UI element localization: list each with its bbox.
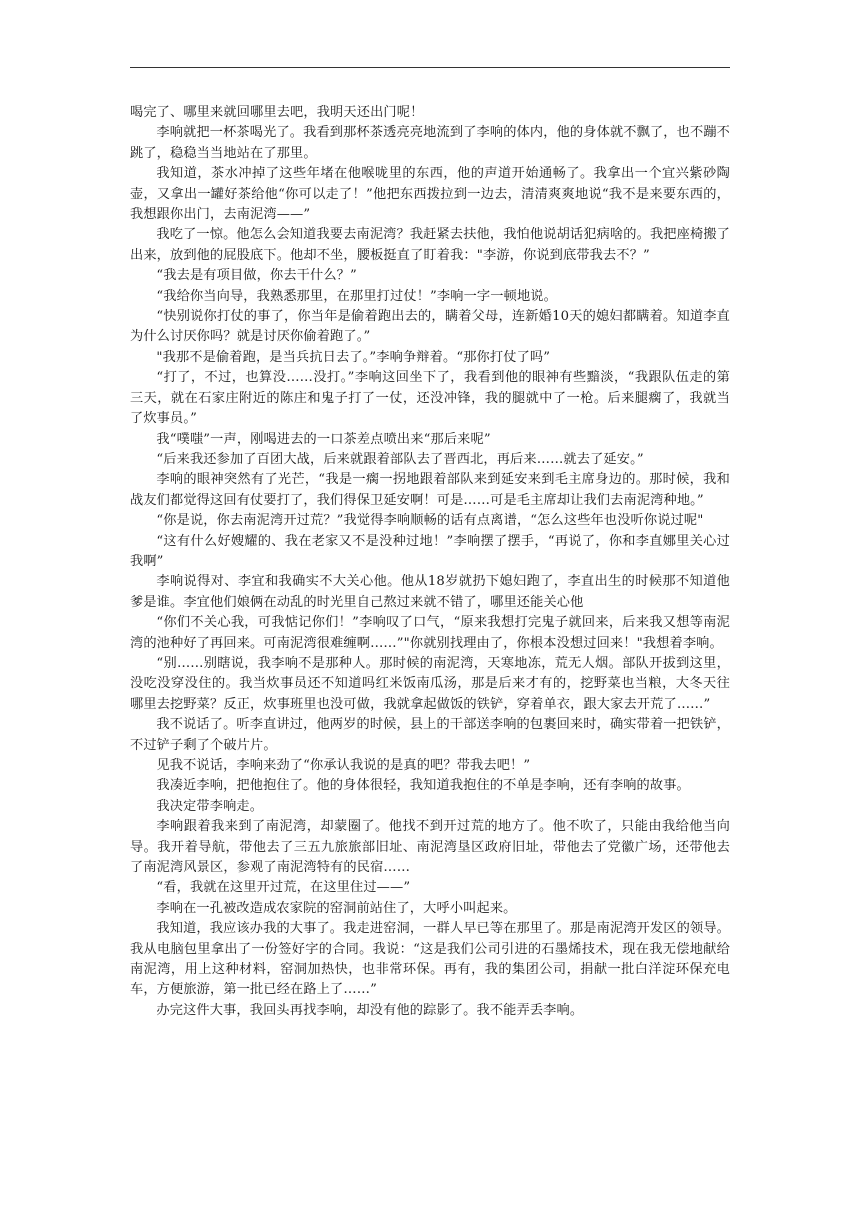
paragraph: “快别说你打仗的事了，你当年是偷着跑出去的，瞒着父母，连新婚10天的媳妇都瞒着。知道李直为什么讨厌你吗？就是讨厌你偷着跑了。”: [130, 309, 730, 345]
paragraph: 我不说话了。听李直讲过，他两岁的时候，县上的干部送李响的包裹回来时，确实带着一把铁铲，不过铲子剩了个破片片。: [130, 717, 730, 753]
article-body: [130, 103, 730, 1021]
paragraph: “这有什么好嫂耀的、我在老家又不是没种过地！”李响摆了摆手，“再说了，你和李直娜里关心过我啊”: [130, 533, 730, 569]
paragraph: “后来我还参加了百团大战，后来就跟着部队去了晋西北，再后来……就去了延安。”: [156, 451, 644, 467]
header-rule: [130, 67, 730, 68]
paragraph: “我给你当向导，我熟悉那里，在那里打过仗！”李响一字一顿地说。: [156, 288, 557, 304]
paragraph: 我知道，茶水冲掉了这些年堵在他喉咙里的东西，他的声道开始通畅了。我拿出一个宜兴紫砂陶壶，又拿出一罐好茶给他“你可以走了！”他把东西拨拉到一边去，清清爽爽地说“我不是来要东西的，我想跟你出门，去南泥湾——”: [130, 166, 730, 223]
paragraph: 办完这件大事，我回头再找李响，却没有他的踪影了。我不能弄丢李响。: [156, 1002, 584, 1018]
paragraph: 我决定带李响走。: [156, 798, 264, 814]
paragraph: 我凑近李响，把他抱住了。他的身体很轻，我知道我抱住的不单是李响，还有李响的故事。: [156, 778, 690, 794]
paragraph: 李响就把一杯茶喝光了。我看到那杯茶透亮亮地流到了李响的体内，他的身体就不飘了，也不蹦不跳了，稳稳当当地站在了那里。: [130, 125, 730, 161]
paragraph: “我去是有项目做，你去干什么？”: [156, 268, 357, 284]
paragraph: 我吃了一惊。他怎么会知道我要去南泥湾？我赶紧去扶他，我怕他说胡话犯病啥的。我把座椅搬了出来，放到他的屁股底下。他却不坐，腰板挺直了盯着我："李游，你说到底带我去不？”: [130, 227, 730, 263]
paragraph: 李响在一孔被改造成农家院的窑洞前站住了，大呼小叫起来。: [156, 900, 517, 916]
paragraph: 我“噗嗤”一声，刚喝进去的一口茶差点喷出来“那后来呢”: [156, 431, 491, 447]
paragraph: 我知道，我应该办我的大事了。我走进窑洞，一群人早已等在那里了。那是南泥湾开发区的领导。我从电脑包里拿出了一份签好字的合同。我说：“这是我们公司引进的石墨烯技术，现在我无偿地献给南泥湾，用上这种材料，窑洞加热快，也非常环保。再有，我的集团公司，捐献一批白洋淀环保充电车，方便旅游，第一批已经在路上了……”: [130, 921, 730, 998]
paragraph: 李响跟着我来到了南泥湾，却蒙圈了。他找不到开过荒的地方了。他不吹了，只能由我给他当向导。我开着导航，带他去了三五九旅旅部旧址、南泥湾垦区政府旧址，带他去了党徽广场，还带他去了南泥湾风景区，参观了南泥湾特有的民宿……: [130, 819, 730, 876]
paragraph: 李响的眼神突然有了光芒，“我是一瘸一拐地跟着部队来到延安来到毛主席身边的。那时候，我和战友们都觉得这回有仗要打了，我们得保卫延安啊！可是……可是毛主席却让我们去南泥湾种地。”: [130, 472, 730, 508]
paragraph: “你们不关心我，可我惦记你们！”李响叹了口气，“原来我想打完鬼子就回来，后来我又想等南泥湾的池种好了再回来。可南泥湾很难缠啊……”"你就别找理由了，你根本没想过回来！"我想着李响。: [130, 615, 730, 651]
paragraph: “打了，不过，也算没……没打。”李响这回坐下了，我看到他的眼神有些黯淡，“我跟队伍走的第三天，就在石家庄附近的陈庄和鬼子打了一仗，还没冲锋，我的腿就中了一枪。后来腿瘸了，我就当了炊事员。”: [130, 370, 730, 427]
paragraph: 见我不说话，李响来劲了“你承认我说的是真的吧？带我去吧！”: [156, 758, 531, 773]
paragraph: "我那不是偷着跑，是当兵抗日去了。”李响争辩着。“那你打仗了吗”: [156, 349, 551, 365]
paragraph: “你是说，你去南泥湾开过荒？”我觉得李响顺畅的话有点离谱，“怎么这些年也没听你说过呢": [156, 513, 704, 529]
paragraph: 喝完了、哪里来就回哪里去吧，我明天还出门呢！: [130, 105, 424, 120]
paragraph: 李响说得对、李宜和我确实不大关心他。他从18岁就扔下媳妇跑了，李直出生的时候那不知道他爹是谁。李宜他们娘俩在动乱的时光里自己熬过来就不错了，哪里还能关心他: [130, 574, 730, 610]
paragraph: “别……别瞎说，我李响不是那种人。那时候的南泥湾，天寒地冻，荒无人烟。部队开拔到这里，没吃没穿没住的。我当炊事员还不知道吗红米饭南瓜汤，那是后来才有的，挖野菜也当粮，大冬天往哪里去挖野菜？反正，炊事班里也没可做，我就拿起做饭的铁铲，穿着单衣，跟大家去开荒了……”: [130, 655, 730, 712]
paragraph: “看，我就在这里开过荒，在这里住过——”: [156, 880, 411, 896]
